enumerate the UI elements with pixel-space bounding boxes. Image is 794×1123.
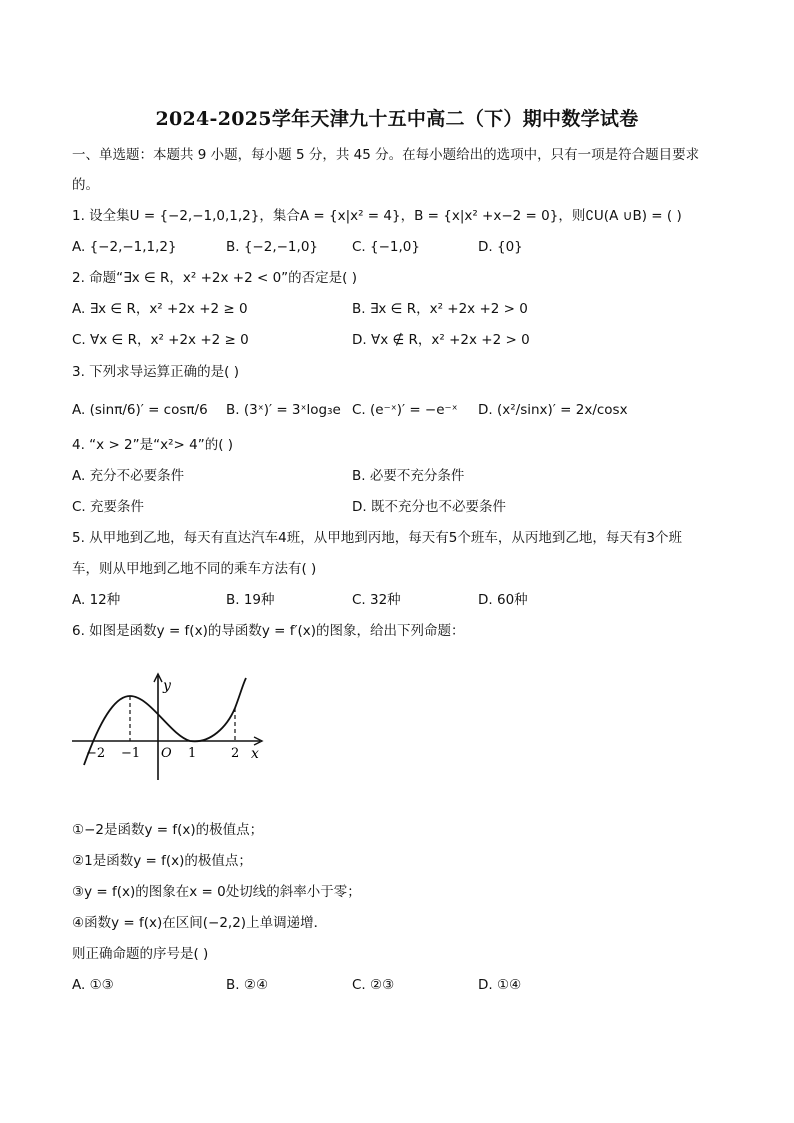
q5-option-b: B. 19种 xyxy=(226,592,275,608)
section-heading: 一、单选题：本题共 9 小题，每小题 5 分，共 45 分。在每小题给出的选项中，只有一项是符合题目要求 xyxy=(72,147,700,163)
q4-option-c: C. 充要条件 xyxy=(72,499,145,515)
tick-label: −1 xyxy=(121,746,141,761)
q1-option-d: D. {0} xyxy=(478,239,523,255)
q4-option-a: A. 充分不必要条件 xyxy=(72,468,185,484)
q3-option-d: D. (x²/sinx)′ = 2x/cosx xyxy=(478,402,628,418)
q5-stem-cont: 车，则从甲地到乙地不同的乘车方法有( ) xyxy=(72,561,317,577)
q6-proposition-3: ③y = f(x)的图象在x = 0处切线的斜率小于零； xyxy=(72,884,361,900)
page-title: 2024-2025学年天津九十五中高二（下）期中数学试卷 xyxy=(155,108,639,130)
y-axis-label: y xyxy=(163,678,171,694)
q3-option-c: C. (e⁻ˣ)′ = −e⁻ˣ xyxy=(352,402,458,418)
tick-label: −2 xyxy=(86,746,106,761)
q3-option-b: B. (3ˣ)′ = 3ˣlog₃e xyxy=(226,402,341,418)
q6-question: 则正确命题的序号是( ) xyxy=(72,946,209,962)
q5-stem: 5. 从甲地到乙地，每天有直达汽车4班，从甲地到丙地，每天有5个班车，从丙地到乙地，每天有3个班 xyxy=(72,530,682,546)
q4-option-d: D. 既不充分也不必要条件 xyxy=(352,499,506,515)
q2-option-a: A. ∃x ∈ R，x² +2x +2 ≥ 0 xyxy=(72,301,248,317)
q6-option-a: A. ①③ xyxy=(72,977,114,993)
tick-label: 2 xyxy=(231,746,240,761)
q2-option-b: B. ∃x ∈ R，x² +2x +2 > 0 xyxy=(352,301,528,317)
q1-option-b: B. {−2,−1,0} xyxy=(226,239,318,255)
q1-option-a: A. {−2,−1,1,2} xyxy=(72,239,177,255)
derivative-graph xyxy=(70,660,270,785)
q6-option-d: D. ①④ xyxy=(478,977,522,993)
q6-option-c: C. ②③ xyxy=(352,977,395,993)
q5-option-d: D. 60种 xyxy=(478,592,528,608)
q3-stem: 3. 下列求导运算正确的是( ) xyxy=(72,364,239,380)
x-axis-label: x xyxy=(251,746,259,762)
q5-option-c: C. 32种 xyxy=(352,592,401,608)
q1-option-c: C. {−1,0} xyxy=(352,239,420,255)
q6-stem: 6. 如图是函数y = f(x)的导函数y = f′(x)的图象，给出下列命题： xyxy=(72,623,465,639)
q6-proposition-1: ①−2是函数y = f(x)的极值点； xyxy=(72,822,264,838)
origin-label: O xyxy=(161,746,172,761)
q6-proposition-4: ④函数y = f(x)在区间(−2,2)上单调递增． xyxy=(72,915,328,931)
q2-option-c: C. ∀x ∈ R，x² +2x +2 ≥ 0 xyxy=(72,332,249,348)
q6-proposition-2: ②1是函数y = f(x)的极值点； xyxy=(72,853,252,869)
q1-stem: 1. 设全集U = {−2,−1,0,1,2}，集合A = {x|x² = 4}，B = {x|x² +x−2 = 0}，则∁U(A ∪B) = ( ) xyxy=(72,208,682,224)
q5-option-a: A. 12种 xyxy=(72,592,121,608)
q2-option-d: D. ∀x ∉ R，x² +2x +2 > 0 xyxy=(352,332,530,348)
q4-stem: 4. “x > 2”是“x²> 4”的( ) xyxy=(72,437,234,453)
q3-option-a: A. (sinπ/6)′ = cosπ/6 xyxy=(72,402,208,418)
q4-option-b: B. 必要不充分条件 xyxy=(352,468,465,484)
q6-option-b: B. ②④ xyxy=(226,977,269,993)
section-heading-cont: 的。 xyxy=(72,177,99,193)
tick-label: 1 xyxy=(188,746,197,761)
q2-stem: 2. 命题“∃x ∈ R，x² +2x +2 < 0”的否定是( ) xyxy=(72,270,357,286)
